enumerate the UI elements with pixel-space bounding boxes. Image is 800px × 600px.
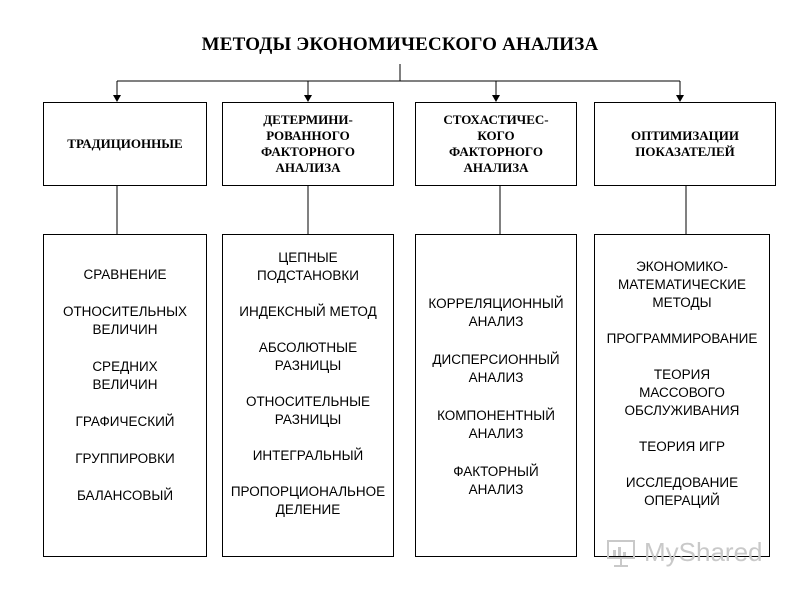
method-line: ЭКОНОМИКО-	[636, 259, 728, 274]
method-line: ПРОГРАММИРОВАНИЕ	[606, 331, 758, 346]
method-line: ПРОПОРЦИОНАЛЬНОЕ	[230, 484, 386, 499]
arrow-head-4	[676, 95, 684, 102]
header-line: АНАЛИЗА	[463, 160, 529, 175]
method-item	[618, 258, 746, 312]
methods-traditional	[43, 234, 207, 557]
method-line: ГРУППИРОВКИ	[75, 451, 175, 466]
method-line: МАТЕМАТИЧЕСКИЕ	[618, 277, 746, 292]
presentation-board-icon	[606, 538, 638, 568]
method-item	[92, 358, 157, 394]
method-line: БАЛАНСОВЫЙ	[76, 488, 174, 503]
method-line: АНАЛИЗ	[468, 426, 524, 441]
method-line: ОПЕРАЦИЙ	[644, 493, 720, 508]
method-item	[625, 366, 740, 420]
methods-optimization	[594, 234, 770, 557]
method-line: ИНДЕКСНЫЙ МЕТОД	[239, 304, 377, 319]
method-line: ИНТЕГРАЛЬНЫЙ	[252, 448, 364, 463]
method-line: МАССОВОГО	[639, 385, 725, 400]
method-line: ДЕЛЕНИЕ	[275, 502, 341, 517]
header-traditional	[43, 102, 207, 186]
method-line: АНАЛИЗ	[468, 482, 524, 497]
header-stochastic	[415, 102, 577, 186]
method-line: КОМПОНЕНТНЫЙ	[437, 408, 555, 423]
method-item	[76, 413, 175, 431]
methods-deterministic	[222, 234, 394, 557]
method-item	[432, 351, 559, 387]
method-line: ИССЛЕДОВАНИЕ	[625, 475, 739, 490]
header-line: КОГО	[477, 128, 515, 143]
header-line: ФАКТОРНОГО	[261, 144, 355, 159]
method-item	[253, 447, 364, 465]
diagram-title: МЕТОДЫ ЭКОНОМИЧЕСКОГО АНАЛИЗА	[201, 34, 599, 55]
header-line: АНАЛИЗА	[275, 160, 341, 175]
method-line: ПОДСТАНОВКИ	[257, 268, 359, 283]
method-line: ВЕЛИЧИН	[92, 377, 158, 392]
header-line: ФАКТОРНОГО	[449, 144, 543, 159]
method-line: СРЕДНИХ	[92, 359, 158, 374]
method-line: ТЕОРИЯ ИГР	[639, 439, 725, 454]
method-line: ФАКТОРНЫЙ	[453, 464, 539, 479]
method-item	[77, 487, 173, 505]
method-line: ВЕЛИЧИН	[92, 322, 158, 337]
method-line: АБСОЛЮТНЫЕ	[258, 340, 358, 355]
header-line: РОВАННОГО	[266, 128, 350, 143]
method-line: АНАЛИЗ	[468, 370, 524, 385]
method-line: АНАЛИЗ	[468, 314, 524, 329]
method-line: ГРАФИЧЕСКИЙ	[75, 414, 175, 429]
method-item	[259, 339, 357, 375]
method-item	[83, 266, 166, 284]
watermark	[606, 537, 763, 568]
methods-stochastic	[415, 234, 577, 557]
method-item	[639, 438, 725, 456]
header-line: ОПТИМИЗАЦИИ	[631, 128, 739, 143]
arrow-head-3	[492, 95, 500, 102]
header-line: ПОКАЗАТЕЛЕЙ	[635, 144, 735, 159]
method-item	[607, 330, 758, 348]
method-line: РАЗНИЦЫ	[274, 412, 342, 427]
header-optimization	[594, 102, 776, 186]
method-line: ОБСЛУЖИВАНИЯ	[624, 403, 740, 418]
header-line: СТОХАСТИЧЕС-	[443, 112, 549, 127]
method-item	[437, 407, 555, 443]
method-line: ДИСПЕРСИОННЫЙ	[432, 352, 560, 367]
method-line: МЕТОДЫ	[652, 295, 712, 310]
header-line: ТРАДИЦИОННЫЕ	[67, 136, 183, 151]
method-line: ОТНОСИТЕЛЬНЫЕ	[245, 394, 371, 409]
watermark-text: MyShared	[644, 537, 763, 567]
header-deterministic	[222, 102, 394, 186]
arrow-head-2	[304, 95, 312, 102]
method-line: РАЗНИЦЫ	[274, 358, 342, 373]
method-item	[257, 249, 359, 285]
method-item	[75, 450, 174, 468]
method-line: ЦЕПНЫЕ	[278, 250, 338, 265]
method-item	[239, 303, 376, 321]
method-line: СРАВНЕНИЕ	[83, 267, 167, 282]
method-line: КОРРЕЛЯЦИОННЫЙ	[428, 296, 564, 311]
method-item	[231, 483, 385, 519]
method-item	[453, 463, 538, 499]
arrow-head-1	[113, 95, 121, 102]
method-item	[428, 295, 563, 331]
method-item	[246, 393, 370, 429]
method-line: ТЕОРИЯ	[653, 367, 711, 382]
method-line: ОТНОСИТЕЛЬНЫХ	[62, 304, 188, 319]
method-item	[63, 303, 187, 339]
method-item	[626, 474, 738, 510]
header-line: ДЕТЕРМИНИ-	[263, 112, 353, 127]
